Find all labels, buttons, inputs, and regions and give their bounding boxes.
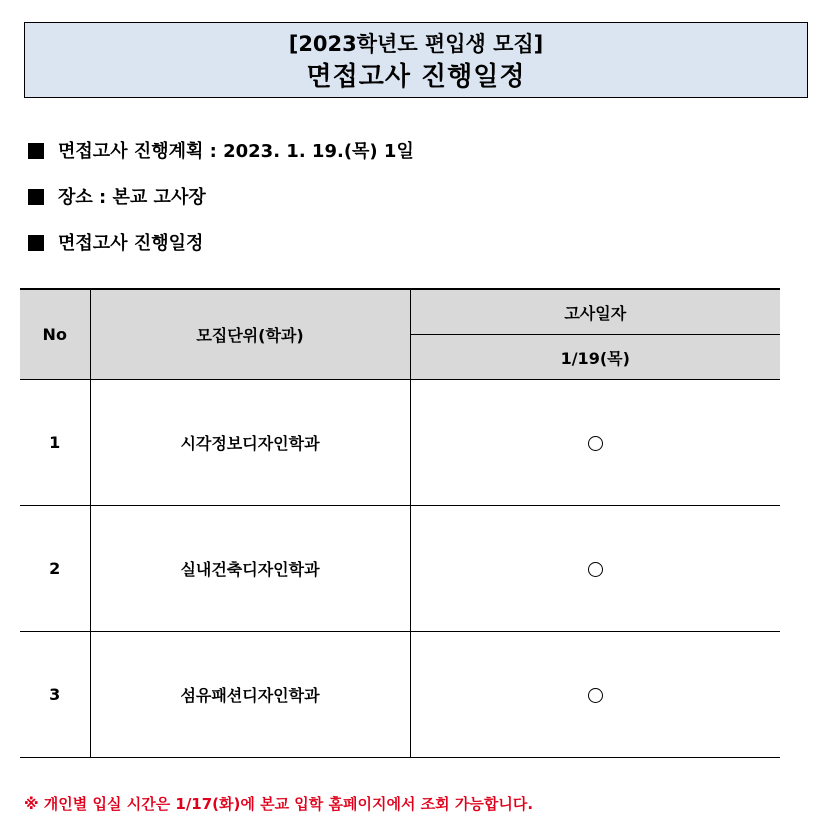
bullet-text: 면접고사 진행계획 : 2023. 1. 19.(목) 1일 [58, 141, 414, 162]
row-unit: 섬유패션디자인학과 [90, 632, 410, 758]
bullet-schedule-title [28, 232, 203, 256]
header-no: No [20, 289, 90, 380]
row-mark [410, 506, 780, 632]
circle-mark-icon [588, 436, 603, 451]
bullet-text: 장소 : 본교 고사장 [58, 187, 206, 208]
row-mark [410, 380, 780, 506]
table-row [20, 380, 780, 506]
table-row [20, 506, 780, 632]
title-line-1: [2023학년도 편입생 모집] [288, 32, 544, 56]
table-header-row [20, 289, 780, 335]
row-no: 1 [20, 380, 90, 506]
page-title: 면접고사 진행일정 [306, 62, 526, 92]
schedule-table [20, 288, 780, 758]
bullet-schedule-plan [28, 140, 414, 164]
table-row [20, 632, 780, 758]
header-date: 1/19(목) [410, 335, 780, 380]
row-mark [410, 632, 780, 758]
title-box [24, 22, 808, 98]
square-bullet-icon [28, 143, 44, 159]
row-unit: 실내건축디자인학과 [90, 506, 410, 632]
header-unit: 모집단위(학과) [90, 289, 410, 380]
footnote: ※ 개인별 입실 시간은 1/17(화)에 본교 입학 홈페이지에서 조회 가능합니다. [24, 795, 534, 813]
row-no: 3 [20, 632, 90, 758]
row-unit: 시각정보디자인학과 [90, 380, 410, 506]
square-bullet-icon [28, 189, 44, 205]
circle-mark-icon [588, 688, 603, 703]
row-no: 2 [20, 506, 90, 632]
circle-mark-icon [588, 562, 603, 577]
header-exam-date: 고사일자 [410, 289, 780, 335]
bullet-text: 면접고사 진행일정 [58, 233, 204, 254]
square-bullet-icon [28, 235, 44, 251]
bullet-location [28, 186, 206, 210]
